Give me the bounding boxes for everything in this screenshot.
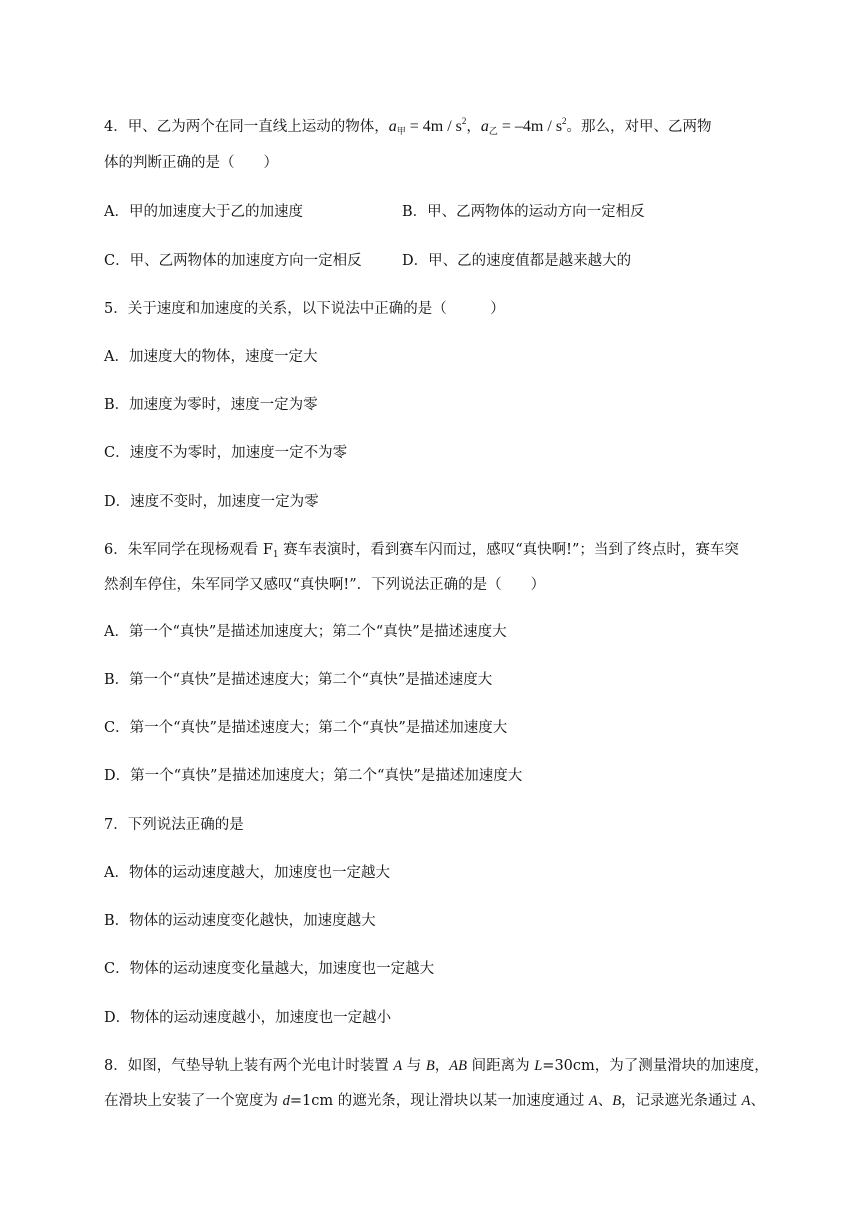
q5-stem: 5．关于速度和加速度的关系，以下说法中正确的是（ ） — [104, 301, 505, 317]
q6-stem-line2: 然刹车停住，朱军同学又感叹“真快啊!”．下列说法正确的是（ ） — [104, 577, 546, 593]
q5-option-b: B．加速度为零时，速度一定为零 — [104, 397, 318, 413]
q7-option-c: C．物体的运动速度变化量越大，加速度也一定越大 — [104, 961, 435, 977]
q4-option-a: A．甲的加速度大于乙的加速度 — [104, 204, 303, 220]
q5-option-c: C．速度不为零时，加速度一定不为零 — [104, 445, 348, 461]
q7-stem: 7．下列说法正确的是 — [104, 817, 244, 833]
q6-option-c: C．第一个“真快”是描述速度大；第二个“真快”是描述加速度大 — [104, 720, 508, 736]
q7-option-a: A．物体的运动速度越大，加速度也一定越大 — [104, 865, 390, 881]
q7-option-b: B．物体的运动速度变化越快，加速度越大 — [104, 913, 376, 929]
q4-option-c: C．甲、乙两物体的加速度方向一定相反 — [104, 253, 362, 269]
q6-option-a: A．第一个“真快”是描述加速度大；第二个“真快”是描述速度大 — [104, 624, 507, 640]
q4-option-b: B．甲、乙两物体的运动方向一定相反 — [402, 204, 645, 220]
q4-formula-a-yi: $a_乙 = -4m / s^2$ — [480, 116, 567, 136]
q6-option-d: D．第一个“真快”是描述加速度大；第二个“真快”是描述加速度大 — [104, 768, 523, 784]
q7-option-d: D．物体的运动速度越小，加速度也一定越小 — [104, 1010, 392, 1026]
q6-stem-line1: 6．朱军同学在现杨观看 $F_1$ 赛车表演时，看到赛车闪而过，感叹“真快啊!”；当到了终点时，赛车突 — [104, 542, 739, 560]
q4-formula-a-jia: $a_甲 = 4m / s^2$ — [388, 116, 467, 136]
q6-option-b: B．第一个“真快”是描述速度大；第二个“真快”是描述速度大 — [104, 672, 493, 688]
q5-option-d: D．速度不变时，加速度一定为零 — [104, 494, 319, 510]
q5-option-a: A．加速度大的物体，速度一定大 — [104, 349, 318, 365]
q4-option-d: D．甲、乙的速度值都是越来越大的 — [402, 253, 632, 269]
q4-stem-text: 4．甲、乙为两个在同一直线上运动的物体， — [104, 119, 389, 135]
q4-stem-line1: 4．甲、乙为两个在同一直线上运动的物体，$a_甲 = 4m / s^2$，$a_乙 = -4m / s^2$。那么，对甲、乙两物 — [104, 116, 712, 136]
q8-stem-line2: 在滑块上安装了一个宽度为 d=1cm 的遮光条，现让滑块以某一加速度通过 A、B，记录遮光条通过 A、 — [104, 1093, 766, 1109]
q8-stem-line1: 8．如图，气垫导轨上装有两个光电计时装置 A 与 B，AB 间距离为 L=30cm，为了测量滑块的加速度， — [104, 1058, 769, 1074]
q4-stem-line2: 体的判断正确的是（ ） — [104, 155, 278, 171]
